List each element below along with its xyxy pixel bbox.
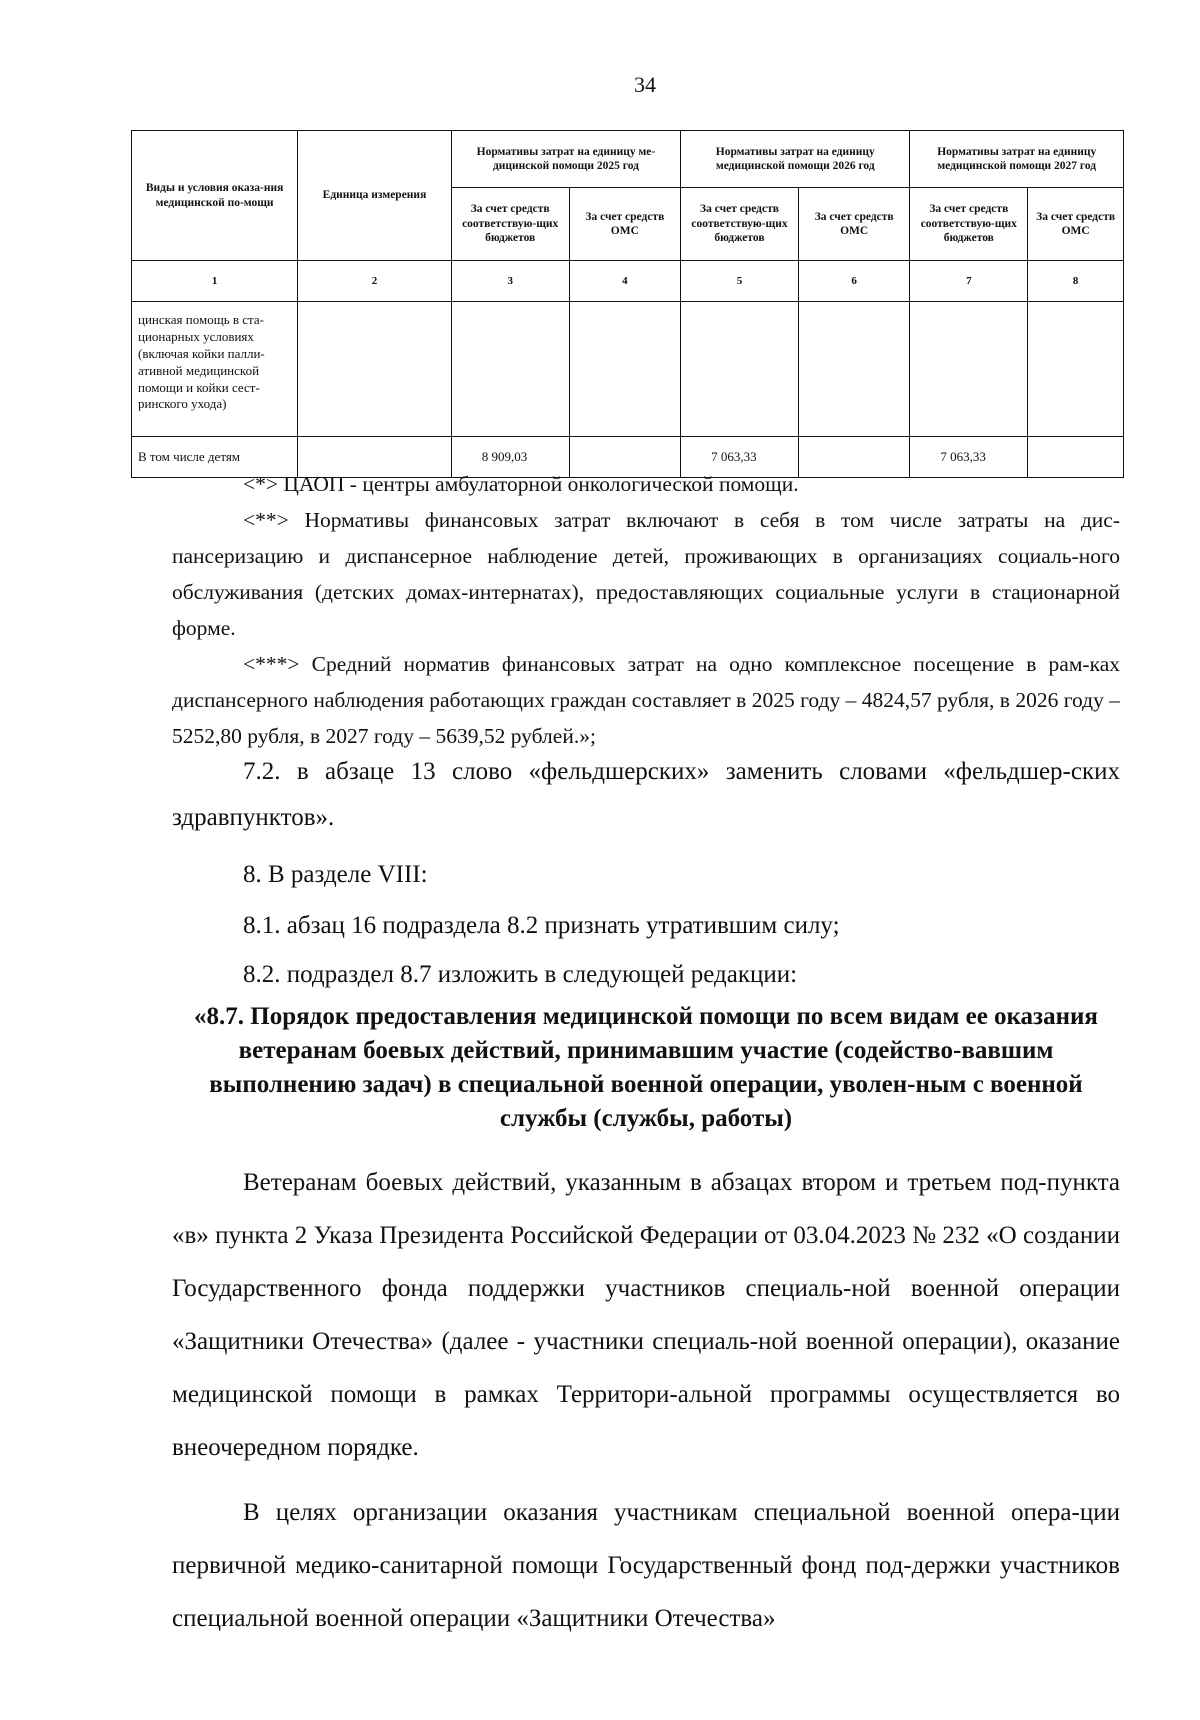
- row-description: цинская помощь в ста-ционарных условиях (включая койки палли-ативной медицинской помощи и койки сест-ринского ухода): [132, 302, 298, 437]
- amendment-7-2: [172, 749, 1120, 841]
- header-group-2025: Нормативы затрат на единицу ме-дицинской помощи 2025 год: [451, 131, 680, 188]
- amendment-8-2: [172, 952, 1120, 998]
- page-number: 34: [634, 72, 656, 97]
- column-number: 4: [569, 261, 681, 302]
- table-row: [132, 302, 1124, 437]
- column-number: 5: [681, 261, 799, 302]
- footnote-financial-standards: <**> Нормативы финансовых затрат включают в себя в том числе затраты на дис-пансеризацию и диспансерное наблюдение детей, проживающих в организациях социаль-ного обслуживания (детских домах-интернатах), предоставляющих социальные услуги в стационарной форме.: [172, 508, 1120, 640]
- table-header-row: [132, 131, 1124, 188]
- column-number: 2: [298, 261, 452, 302]
- column-number: 7: [910, 261, 1028, 302]
- column-number: 3: [451, 261, 569, 302]
- header-oms-2027: За счет средств ОМС: [1028, 188, 1124, 261]
- cell-budget-2026: 7 063,33: [681, 437, 799, 478]
- cell-budget-2027: 7 063,33: [910, 437, 1028, 478]
- row-unit: [298, 302, 452, 437]
- cost-standards-table: [131, 130, 1124, 478]
- column-number: 8: [1028, 261, 1124, 302]
- section-body: [172, 1156, 1120, 1657]
- cell-budget-2025: 8 909,03: [451, 437, 569, 478]
- header-budget-2025: За счет средств соответствую-щих бюджетов: [451, 188, 569, 261]
- cell-budget-2027: [910, 302, 1028, 437]
- cell-budget-2025: [451, 302, 569, 437]
- cell-oms-2026: [798, 302, 910, 437]
- body-paragraph: Ветеранам боевых действий, указанным в абзацах втором и третьем под-пункта «в» пункта 2 Указа Президента Российской Федерации от 03.04.2023 № 232 «О создании Государственного фонда поддержки участников специаль-ной военной операции «Защитники Отечества» (далее - участники специаль-ной военной операции), оказание медицинской помощи в рамках Территори-альной программы осуществляется во внеочередном порядке.: [172, 1169, 1120, 1461]
- cell-oms-2027: [1028, 302, 1124, 437]
- amendment-8-1: [172, 903, 1120, 949]
- header-budget-2026: За счет средств соответствую-щих бюджетов: [681, 188, 799, 261]
- footnotes: [172, 466, 1120, 754]
- footnote-dispensary-visit: <***> Средний норматив финансовых затрат на одно комплексное посещение в рам-ках диспансерного наблюдения работающих граждан составляет в 2025 году – 4824,57 рубля, в 2026 году – 5252,80 рубля, в 2027 году – 5639,52 рублей.»;: [172, 652, 1120, 748]
- amendment-text: 8.1. абзац 16 подраздела 8.2 признать утратившим силу;: [243, 912, 840, 939]
- amendment-8: [172, 852, 1120, 898]
- amendment-text: 8.2. подраздел 8.7 изложить в следующей редакции:: [243, 961, 798, 988]
- footnote-tsaop: <*> ЦАОП - центры амбулаторной онкологической помощи.: [243, 472, 799, 496]
- column-number: 1: [132, 261, 298, 302]
- cell-budget-2026: [681, 302, 799, 437]
- header-group-2026: Нормативы затрат на единицу медицинской помощи 2026 год: [681, 131, 910, 188]
- header-oms-2026: За счет средств ОМС: [798, 188, 910, 261]
- amendment-text: 7.2. в абзаце 13 слово «фельдшерских» заменить словами «фельдшер-ских здравпунктов».: [172, 758, 1120, 831]
- header-group-2027: Нормативы затрат на единицу медицинской помощи 2027 год: [910, 131, 1124, 188]
- header-budget-2027: За счет средств соответствую-щих бюджетов: [910, 188, 1028, 261]
- column-number-row: [132, 261, 1124, 302]
- header-oms-2025: За счет средств ОМС: [569, 188, 681, 261]
- row-description: В том числе детям: [132, 437, 298, 478]
- column-number: 6: [798, 261, 910, 302]
- header-types: Виды и условия оказа-ния медицинской по-мощи: [132, 131, 298, 261]
- body-paragraph: В целях организации оказания участникам специальной военной опера-ции первичной медико-санитарной помощи Государственный фонд под-держки участников специальной военной операции «Защитники Отечества»: [172, 1499, 1120, 1632]
- amendment-text: 8. В разделе VIII:: [243, 861, 428, 888]
- header-unit: Единица измерения: [298, 131, 452, 261]
- section-heading: «8.7. Порядок предоставления медицинской помощи по всем видам ее оказания ветеранам боевых действий, принимавшим участие (содейство-вавшим выполнению задач) в специальной военной операции, уволен-ным с военной службы (службы, работы): [194, 1003, 1098, 1132]
- cell-oms-2025: [569, 302, 681, 437]
